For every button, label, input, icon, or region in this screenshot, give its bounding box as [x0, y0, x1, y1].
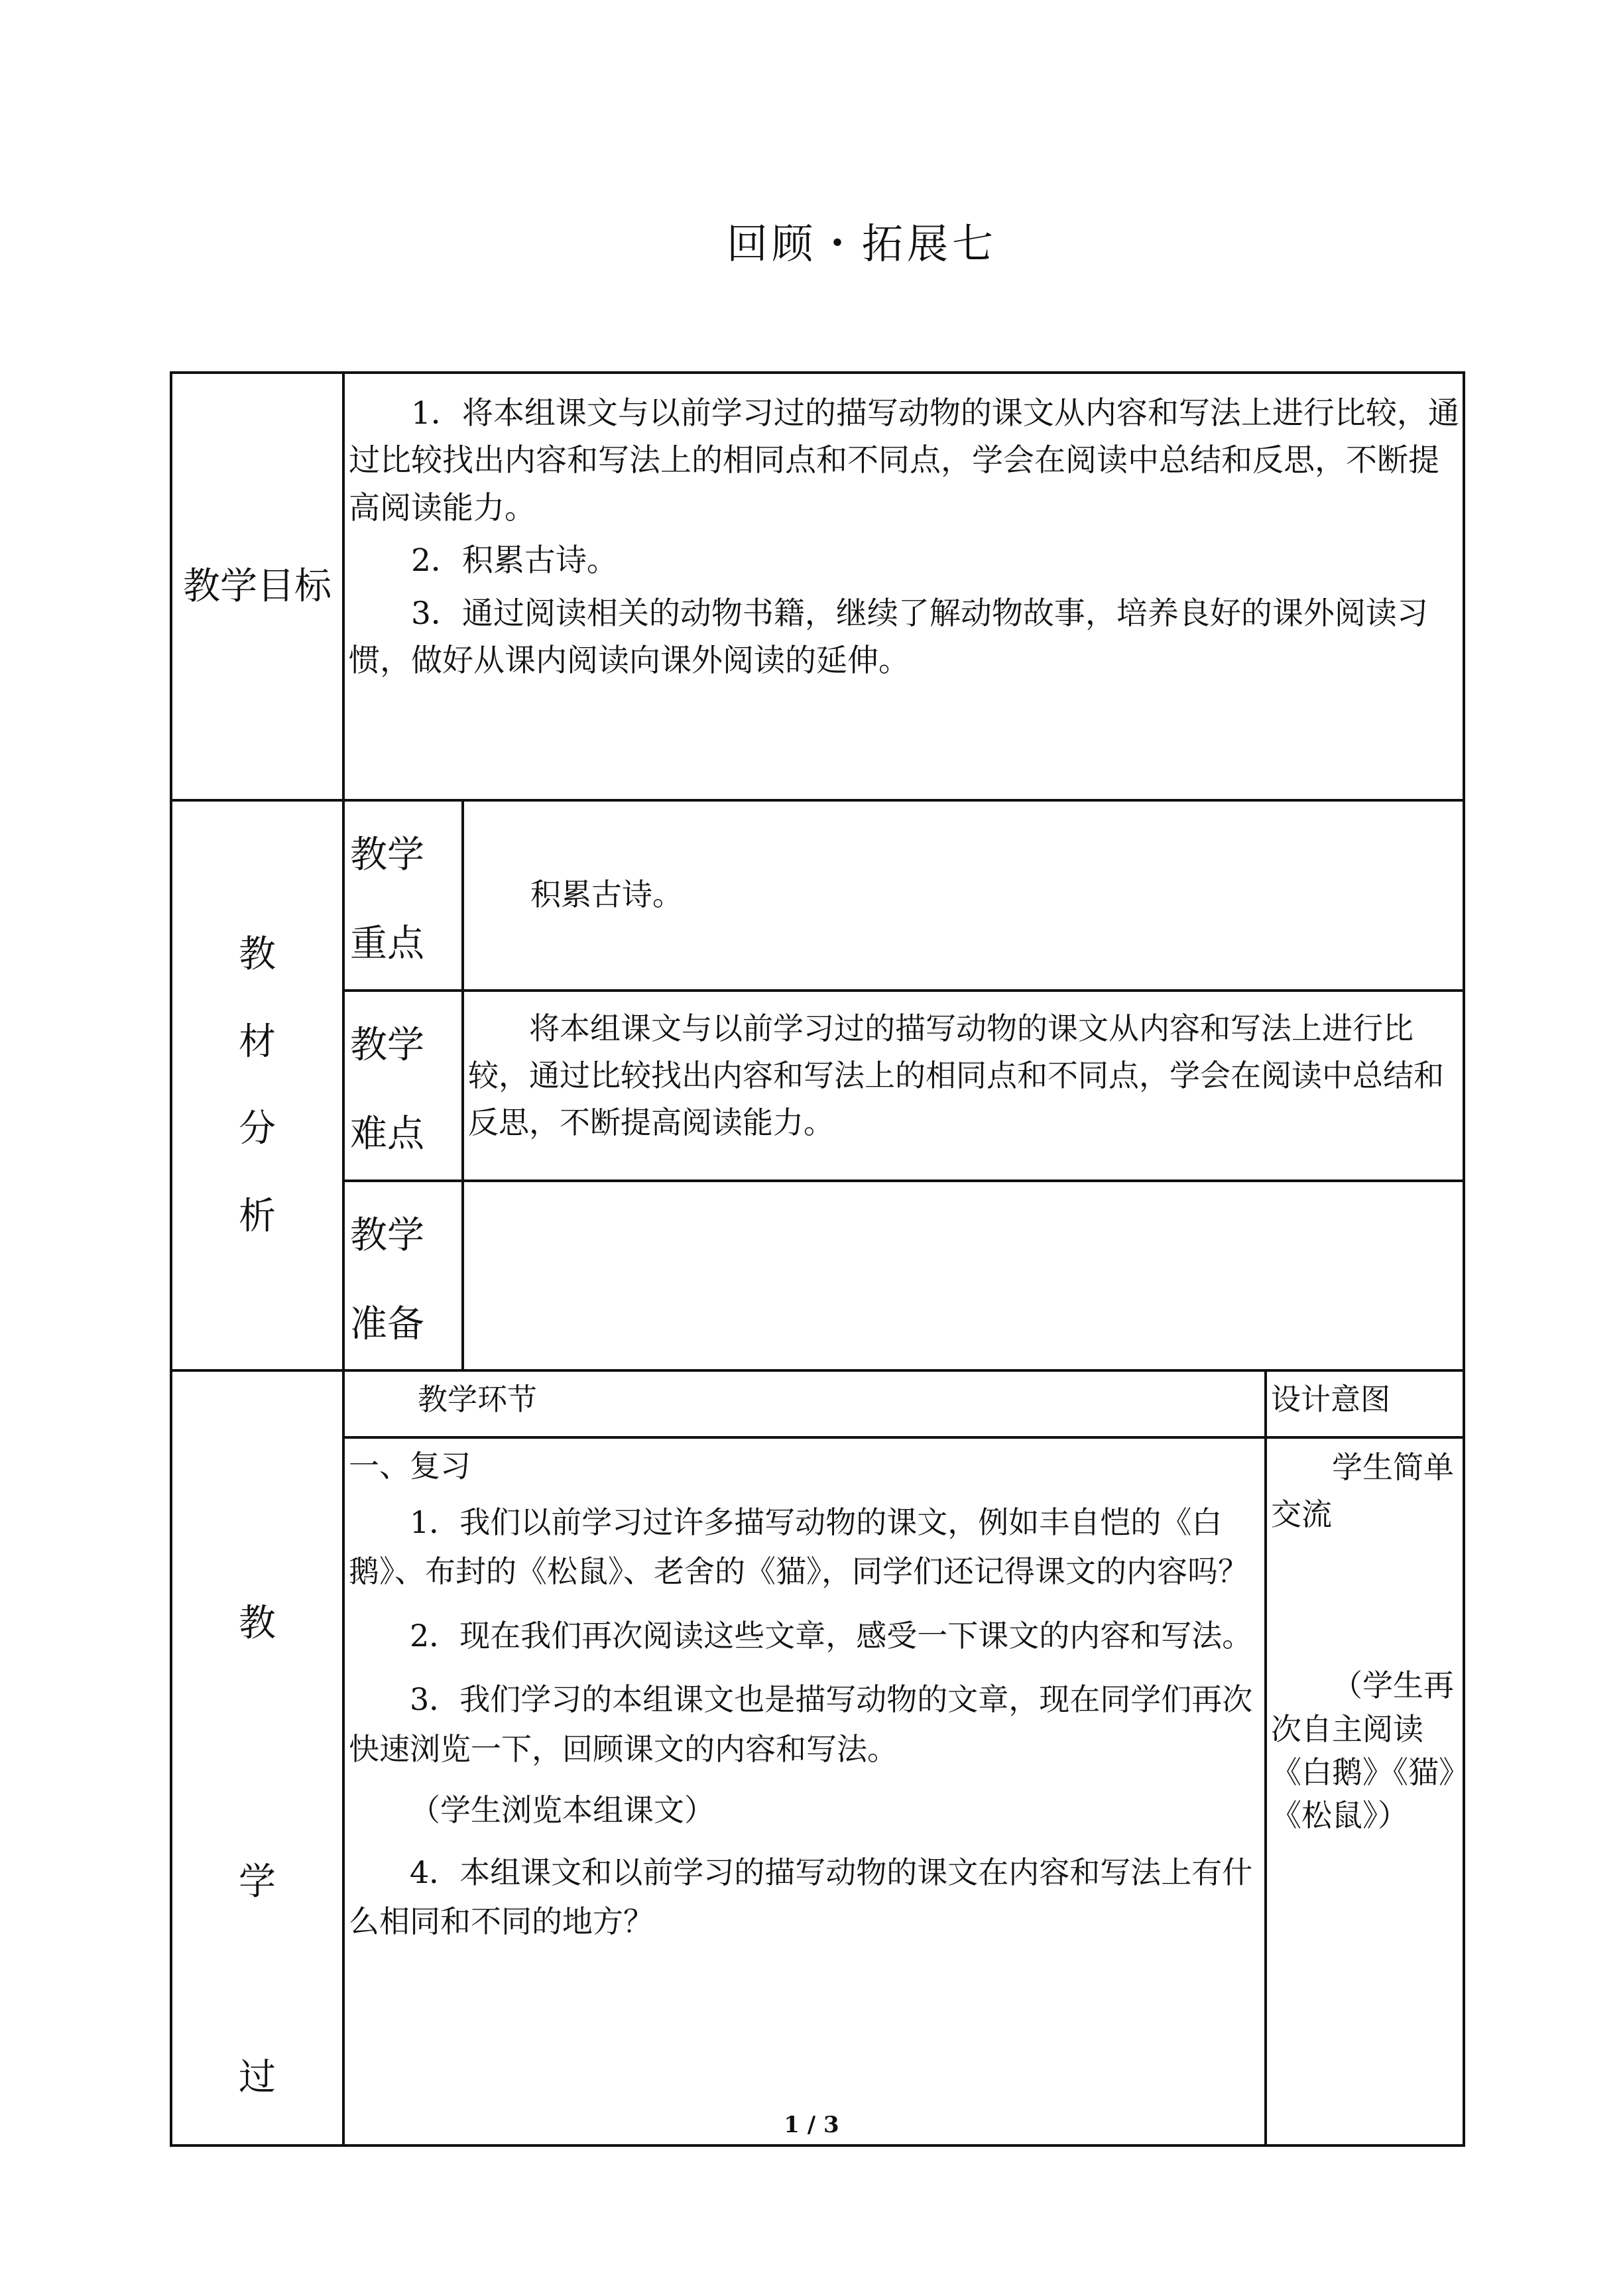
key-point-content: 积累古诗。	[463, 800, 1464, 991]
lesson-plan-table	[170, 371, 1465, 2147]
step-item: 3．我们学习的本组课文也是描写动物的文章，现在同学们再次快速浏览一下，回顾课文的内容和写法。	[349, 1681, 1253, 1767]
analysis-label-char: 材	[239, 1020, 276, 1063]
difficulty-content	[463, 991, 1464, 1181]
step-item: 4．本组课文和以前学习的描写动物的课文在内容和写法上有什么相同和不同的地方？	[349, 1854, 1253, 1940]
objective-item: 1．将本组课文与以前学习过的描写动物的课文从内容和写法上进行比较，通过比较找出内容和写法上的相同点和不同点，学会在阅读中总结和反思，不断提高阅读能力。	[349, 395, 1459, 526]
analysis-label-char: 析	[239, 1194, 276, 1238]
section-title: 一、复习	[349, 1447, 471, 1484]
preparation-label-line: 教学	[350, 1213, 424, 1257]
process-content-row	[171, 1437, 1464, 2146]
analysis-label-char: 分	[239, 1107, 276, 1151]
intent-item: 学生简单交流	[1271, 1449, 1454, 1532]
objectives-content	[343, 373, 1464, 800]
intent-content	[1266, 1437, 1464, 2146]
difficulty-label-line: 难点	[350, 1113, 424, 1156]
intent-item: （学生再次自主阅读《白鹅》《猫》《松鼠》）	[1271, 1667, 1454, 1834]
key-point-label	[343, 800, 463, 991]
intent-header: 设计意图	[1266, 1370, 1464, 1437]
analysis-label-char: 教	[239, 932, 276, 976]
preparation-label	[343, 1181, 463, 1371]
process-label	[171, 1370, 343, 2145]
objectives-label: 教学目标	[171, 373, 343, 800]
steps-header: 教学环节	[343, 1370, 1266, 1437]
step-item: 2．现在我们再次阅读这些文章，感受一下课文的内容和写法。	[410, 1617, 1253, 1654]
difficulty-label-line: 教学	[350, 1023, 424, 1067]
steps-content	[343, 1437, 1266, 2146]
key-point-label-line: 教学	[350, 833, 424, 876]
preparation-label-line: 准备	[350, 1302, 424, 1346]
difficulty-row	[171, 991, 1464, 1181]
objectives-row	[171, 373, 1464, 800]
process-label-char: 过	[239, 2056, 276, 2100]
preparation-content	[463, 1181, 1464, 1371]
difficulty-text: 将本组课文与以前学习过的描写动物的课文从内容和写法上进行比较，通过比较找出内容和写法上的相同点和不同点，学会在阅读中总结和反思，不断提高阅读能力。	[468, 1010, 1444, 1141]
objective-item: 3．通过阅读相关的动物书籍，继续了解动物故事，培养良好的课外阅读习惯，做好从课内阅读向课外阅读的延伸。	[349, 595, 1428, 680]
page-number: 1 / 3	[784, 2112, 839, 2138]
objective-item: 2．积累古诗。	[411, 542, 618, 579]
key-point-row	[171, 800, 1464, 991]
step-item: （学生浏览本组课文）	[410, 1792, 715, 1829]
key-point-label-line: 重点	[350, 922, 424, 966]
step-item: 1．我们以前学习过许多描写动物的课文，例如丰自恺的《白鹅》、布封的《松鼠》、老舍的《猫》，同学们还记得课文的内容吗？	[349, 1504, 1248, 1590]
analysis-label	[171, 800, 343, 1370]
process-header-row	[171, 1370, 1464, 1437]
process-label-char: 学	[239, 1860, 276, 1904]
preparation-row	[171, 1181, 1464, 1371]
process-label-char: 教	[239, 1602, 276, 1646]
page-title: 回顾・拓展七	[726, 219, 997, 268]
difficulty-label	[343, 991, 463, 1181]
